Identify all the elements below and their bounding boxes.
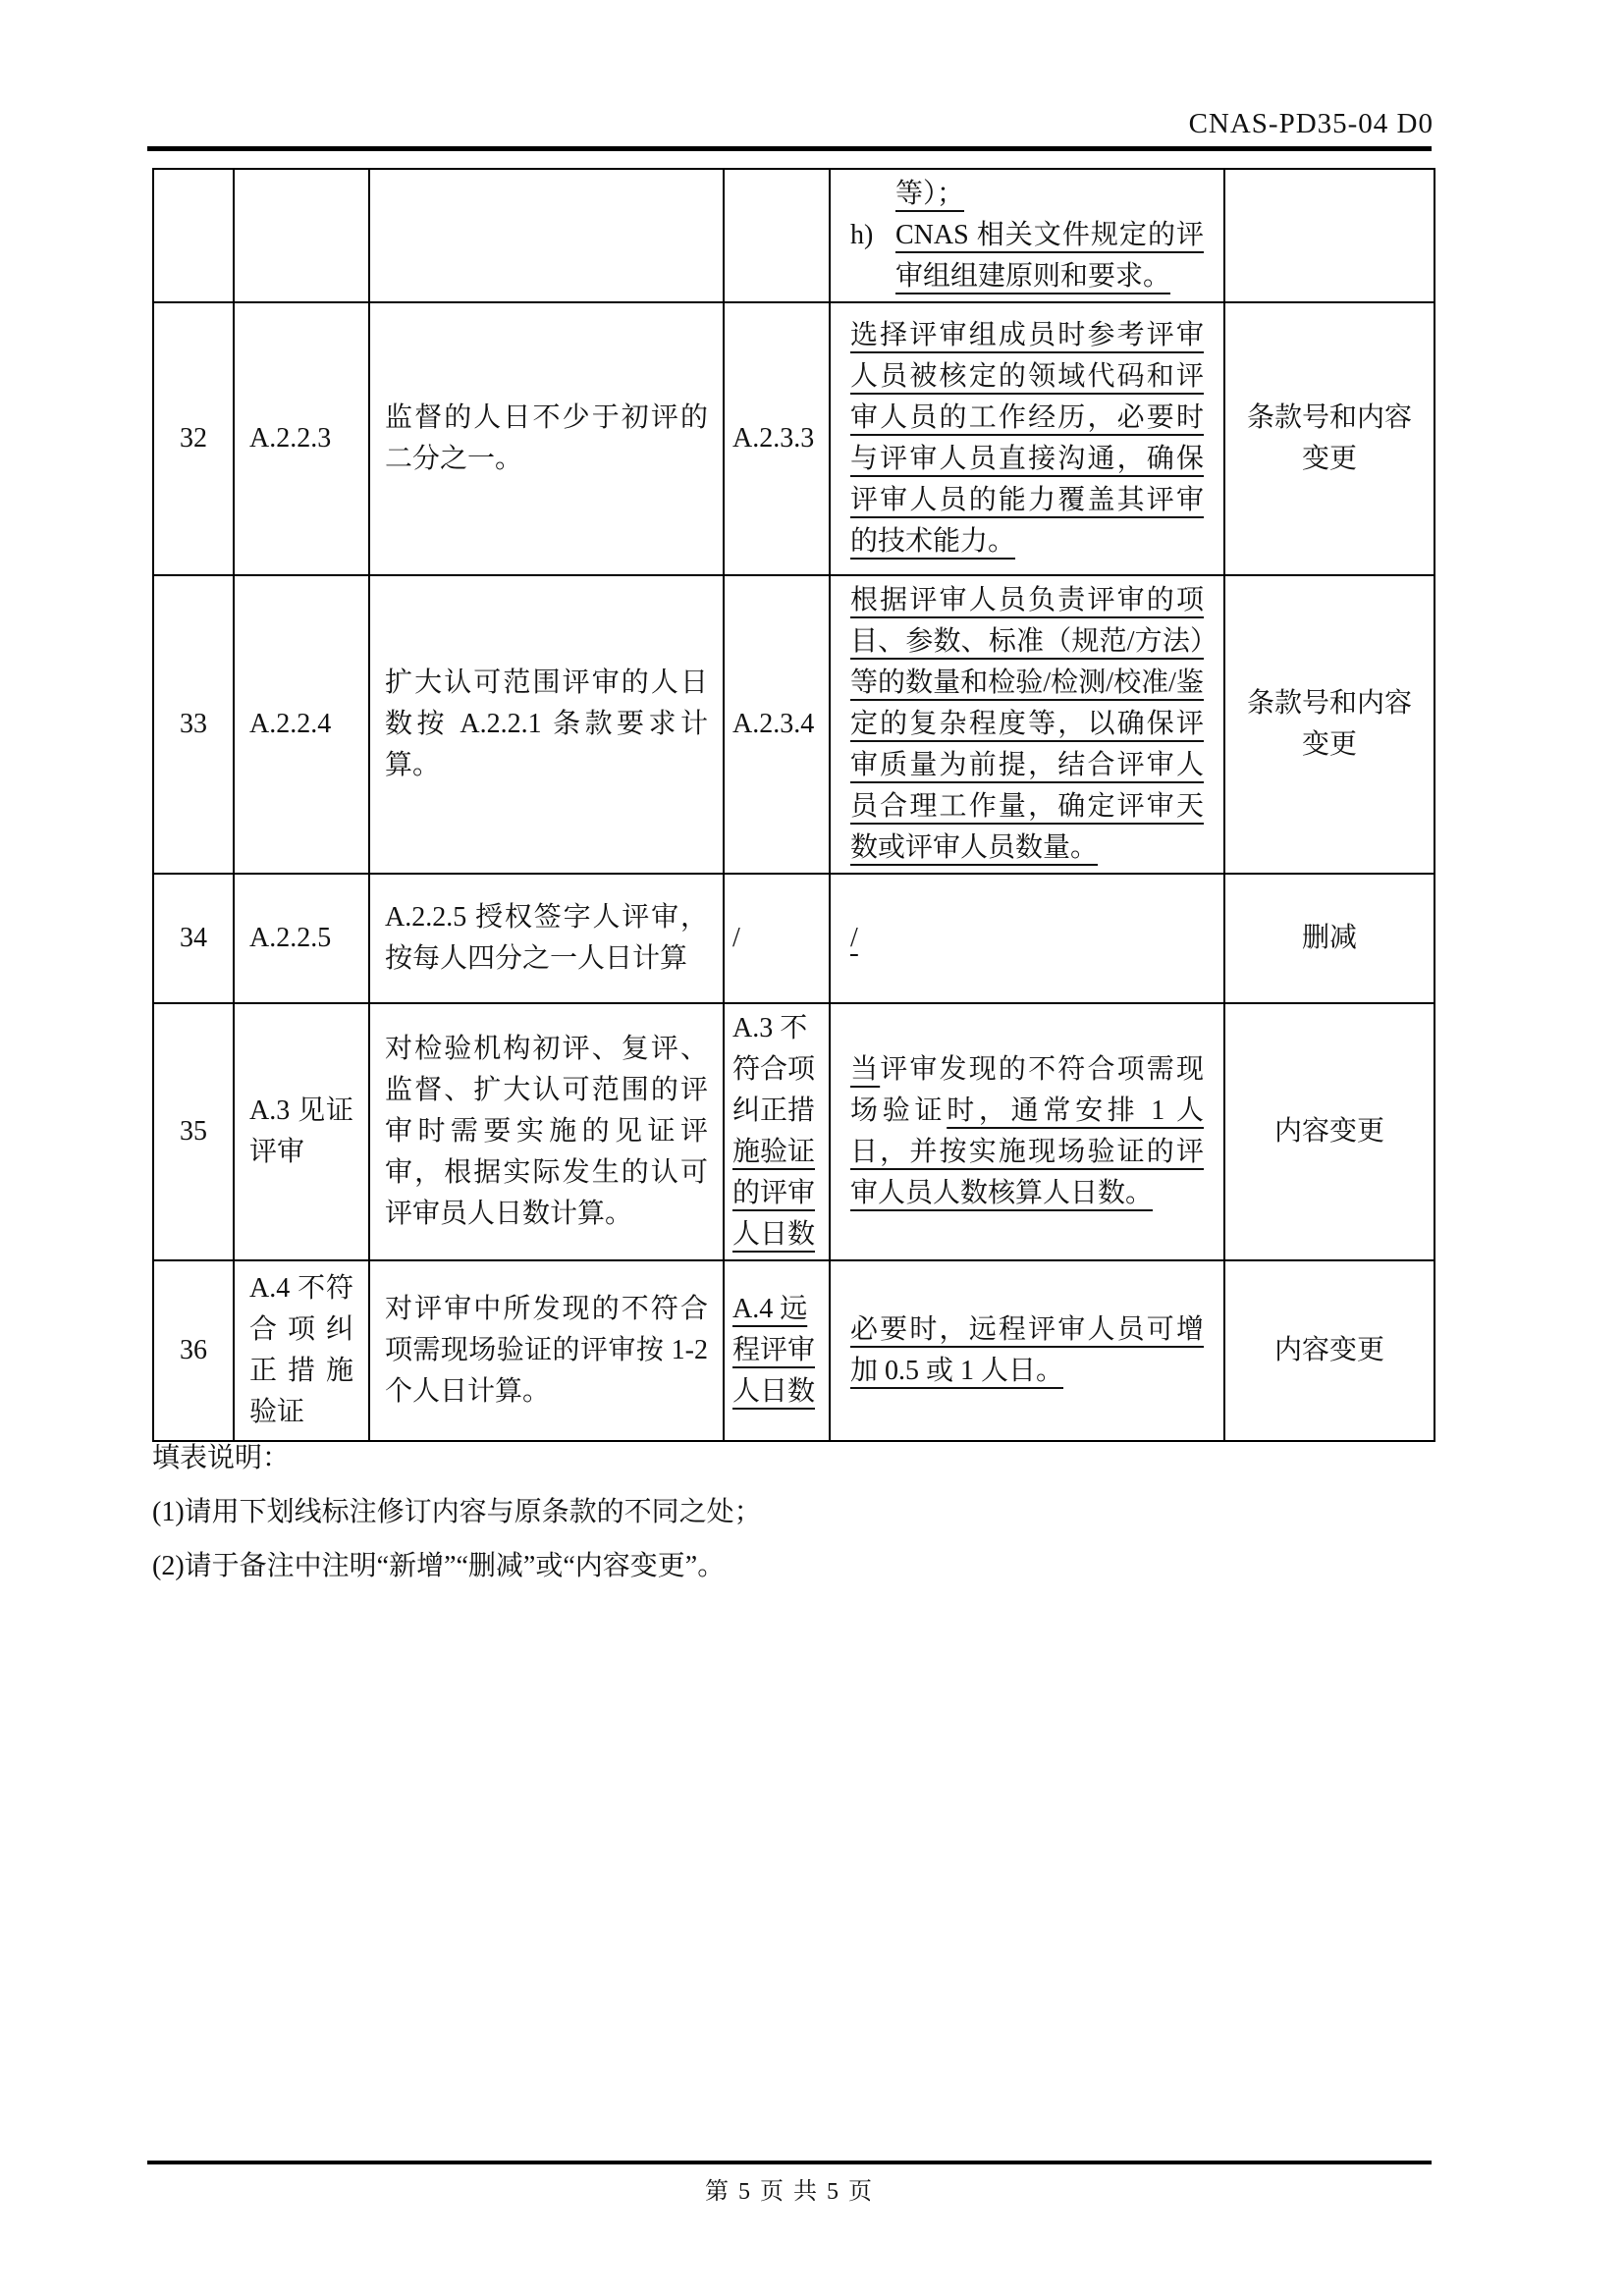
old-content-cell (369, 169, 724, 302)
old-clause-cell: A.4 不符合项纠正措施验证 (234, 1260, 369, 1441)
note-item-1: (1)请用下划线标注修订内容与原条款的不同之处； (152, 1497, 762, 1527)
new-content-cell (830, 169, 1224, 302)
new-content-paragraph (850, 1309, 1204, 1392)
underlined-revision-text: / (850, 923, 858, 953)
new-content-paragraph (850, 918, 1204, 959)
underlined-revision-text: 根据评审人员负责评审的项目、参数、标准（规范/方法）等的数量和检验/检测/校准/鉴定的复杂程度等，以确保评审质量为前提，结合评审人员合理工作量，确定评审天数或评审人员数量。 (850, 585, 1204, 863)
underlined-revision-text: 选择评审组成员时参考评审人员被核定的领域代码和评审人员的工作经历，必要时与评审人员直接沟通，确保评审人员的能力覆盖其评审的技术能力。 (850, 320, 1204, 557)
table-row (153, 302, 1435, 575)
underlined-revision-text: 等）； (895, 179, 965, 209)
plain-text: A.2.3.4 (732, 709, 815, 739)
notes-title: 填表说明： (152, 1443, 291, 1473)
row-no-cell: 33 (153, 575, 234, 874)
old-clause-cell: A.2.2.3 (234, 302, 369, 575)
new-content-cell (830, 302, 1224, 575)
remark-cell: 内容变更 (1224, 1003, 1435, 1260)
new-clause-cell (724, 874, 830, 1003)
old-content-cell: 对检验机构初评、复评、监督、扩大认可范围的评审时需要实施的见证评审，根据实际发生的认可评审员人日数计算。 (369, 1003, 724, 1260)
plain-text: A.3 不符合项纠正措 (732, 1013, 816, 1126)
row-no-cell: 34 (153, 874, 234, 1003)
table-row (153, 575, 1435, 874)
row-no-cell: 35 (153, 1003, 234, 1260)
underlined-revision-text: A.4 远程评审人日数 (732, 1294, 816, 1407)
list-marker: h) (850, 220, 874, 250)
table-row (153, 874, 1435, 1003)
old-clause-cell (234, 169, 369, 302)
new-content-paragraph (850, 215, 1204, 297)
new-clause-cell (724, 169, 830, 302)
footer-rule (147, 2161, 1432, 2164)
underlined-revision-text: 时，通常安排 1 人日，并按实施现场验证的评审人员人数核算人日数。 (850, 1095, 1204, 1208)
remark-cell (1224, 169, 1435, 302)
table-row (153, 169, 1435, 302)
remark-cell: 条款号和内容变更 (1224, 302, 1435, 575)
old-content-cell: 监督的人日不少于初评的二分之一。 (369, 302, 724, 575)
page-number: 第 5 页 共 5 页 (705, 2179, 874, 2205)
new-clause-cell (724, 1260, 830, 1441)
new-clause-cell (724, 575, 830, 874)
plain-text: 评审发现的不符合项需现场验证 (850, 1054, 1204, 1126)
new-content-cell (830, 874, 1224, 1003)
new-content-cell (830, 1003, 1224, 1260)
new-content-paragraph (850, 580, 1204, 869)
row-no-cell: 36 (153, 1260, 234, 1441)
plain-text: A.2.3.3 (732, 423, 815, 454)
new-clause-cell (724, 302, 830, 575)
row-no-cell (153, 169, 234, 302)
revision-table (152, 168, 1435, 1442)
document-code: CNAS-PD35-04 D0 (1188, 108, 1434, 139)
header-rule (147, 146, 1432, 151)
plain-text: / (732, 923, 740, 953)
form-notes (152, 1431, 762, 1593)
old-content-cell: A.2.2.5 授权签字人评审，按每人四分之一人日计算 (369, 874, 724, 1003)
new-content-paragraph (850, 1049, 1204, 1214)
table-row (153, 1003, 1435, 1260)
remark-cell: 内容变更 (1224, 1260, 1435, 1441)
underlined-revision-text: 施验证的评审人日数 (732, 1137, 816, 1250)
underlined-revision-text: 必要时，远程评审人员可增加 0.5 或 1 人日。 (850, 1314, 1204, 1386)
table-row (153, 1260, 1435, 1441)
new-clause-cell (724, 1003, 830, 1260)
old-content-cell: 对评审中所发现的不符合项需现场验证的评审按 1-2 个人日计算。 (369, 1260, 724, 1441)
old-content-cell: 扩大认可范围评审的人日数按 A.2.2.1 条款要求计算。 (369, 575, 724, 874)
new-content-cell (830, 575, 1224, 874)
note-item-2: (2)请于备注中注明“新增”“删减”或“内容变更”。 (152, 1551, 726, 1581)
new-content-cell (830, 1260, 1224, 1441)
old-clause-cell: A.3 见证评审 (234, 1003, 369, 1260)
remark-cell: 条款号和内容变更 (1224, 575, 1435, 874)
underlined-revision-text: CNAS 相关文件规定的评审组组建原则和要求。 (895, 220, 1204, 292)
new-content-paragraph (850, 174, 1204, 215)
row-no-cell: 32 (153, 302, 234, 575)
remark-cell: 删减 (1224, 874, 1435, 1003)
underlined-revision-text: 当 (850, 1054, 881, 1085)
old-clause-cell: A.2.2.5 (234, 874, 369, 1003)
new-content-paragraph (850, 315, 1204, 562)
old-clause-cell: A.2.2.4 (234, 575, 369, 874)
